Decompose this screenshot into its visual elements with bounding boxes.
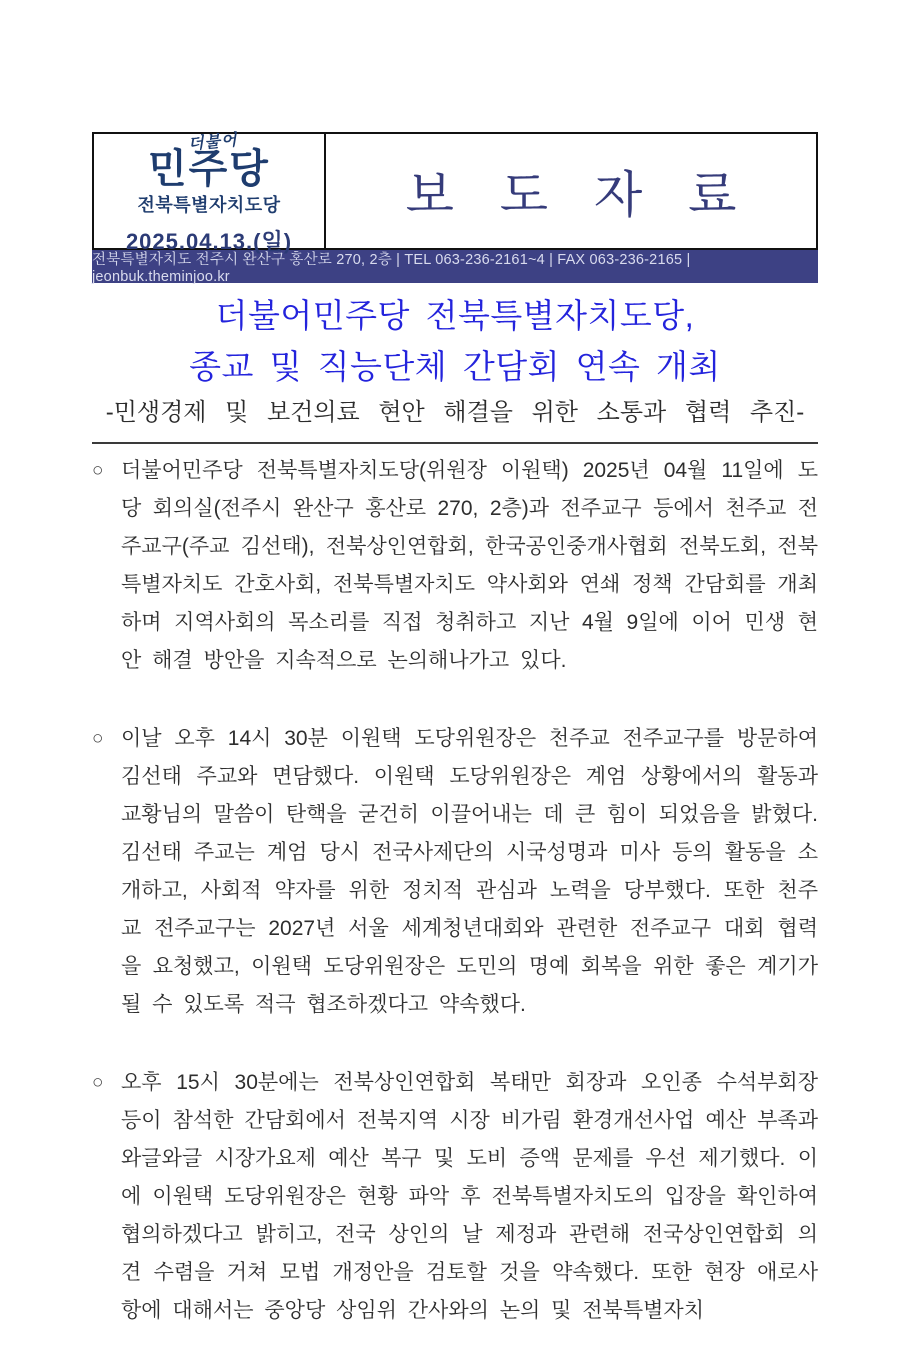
paragraph-1 xyxy=(92,452,818,680)
body-content xyxy=(92,452,818,1370)
logo-script-text: 더불어 xyxy=(187,131,239,153)
circle-bullet-icon: ○ xyxy=(92,460,104,481)
contact-info-bar xyxy=(92,250,818,283)
logo-party-name: 민주당 xyxy=(148,146,270,191)
logo-branch-name: 전북특별자치도당 xyxy=(137,194,281,215)
paragraph-3 xyxy=(92,1064,818,1330)
doc-type-title: 보 도 자 료 xyxy=(405,167,753,223)
party-logo-block xyxy=(94,131,326,254)
paragraph-1-text: 더불어민주당 전북특별자치도당(위원장 이원택) 2025년 04월 11일에 도당 회의실(전주시 완산구 홍산로 270, 2층)과 전주교구 등에서 천주교 전주교구(주교 김선태), 전북상인연합회, 한국공인중개사협회 전북도회, 전북특별자치도 간호사회, 전북특별자치도 약사회와 연쇄 정책 간담회를 개최하며 지역사회의 목소리를 직접 청취하고 지난 4월 9일에 이어 민생 현안 해결 방안을 지속적으로 논의해나가고 있다. xyxy=(121,459,818,672)
circle-bullet-icon: ○ xyxy=(92,1072,104,1093)
circle-bullet-icon: ○ xyxy=(92,728,104,749)
headline-subtitle: -민생경제 및 보건의료 현안 해결을 위한 소통과 협력 추진- xyxy=(105,399,805,426)
headline-line-2: 종교 및 직능단체 간담회 연속 개최 xyxy=(189,348,721,385)
header-top-row xyxy=(92,131,818,254)
paragraph-3-text: 오후 15시 30분에는 전북상인연합회 복태만 회장과 오인종 수석부회장 등이 참석한 간담회에서 전북지역 시장 비가림 환경개선사업 예산 부족과 와글와글 시장가요제 예산 복구 및 도비 증액 문제를 우선 제기했다. 이에 이원택 도당위원장은 현황 파악 후 전북특별자치도의 입장을 확인하여 협의하겠다고 밝히고, 전국 상인의 날 제정과 관련해 전국상인연합회 의견 수렴을 거쳐 모법 개정안을 검토할 것을 약속했다. 또한 현장 애로사항에 대해서는 중앙당 상임위 간사와의 논의 및 전북특별자치 xyxy=(121,1071,818,1322)
doc-type-cell xyxy=(326,134,816,248)
headline-line-1: 더불어민주당 전북특별자치도당, xyxy=(215,297,695,334)
paragraph-2 xyxy=(92,720,818,1024)
paragraph-2-text: 이날 오후 14시 30분 이원택 도당위원장은 천주교 전주교구를 방문하여 김선태 주교와 면담했다. 이원택 도당위원장은 계엄 상황에서의 활동과 교황님의 말씀이 탄핵을 굳건히 이끌어내는 데 큰 힘이 되었음을 밝혔다. 김선태 주교는 계엄 당시 전국사제단의 시국성명과 미사 등의 활동을 소개하고, 사회적 약자를 위한 정치적 관심과 노력을 당부했다. 또한 천주교 전주교구는 2027년 서울 세계청년대회와 관련한 전주교구 대회 협력을 요청했고, 이원택 도당위원장은 도민의 명예 회복을 위한 좋은 계기가 될 수 있도록 적극 협조하겠다고 약속했다. xyxy=(121,727,818,1016)
title-block xyxy=(92,290,818,444)
document-header xyxy=(92,132,818,283)
contact-info-text: 전북특별자치도 전주시 완산구 홍산로 270, 2층 | TEL 063-236-2161~4 | FAX 063-236-2165 | jeonbuk.theminjoo.kr xyxy=(92,252,691,285)
title-divider-rule xyxy=(92,442,818,444)
release-date: 2025.04.13.(일) xyxy=(125,228,293,254)
